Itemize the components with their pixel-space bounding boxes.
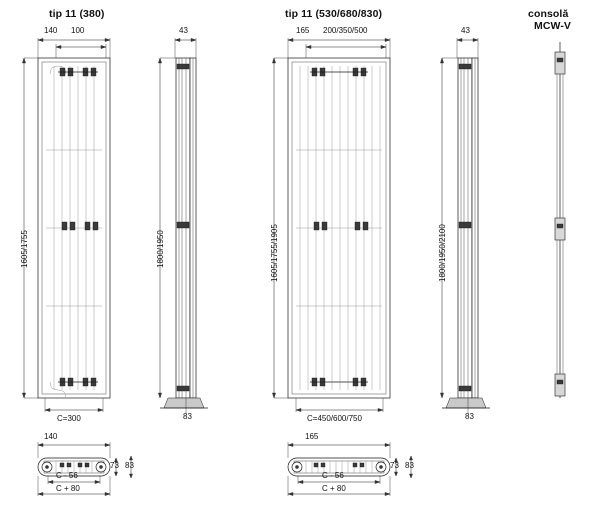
bracket-title-line1: consolă bbox=[528, 8, 569, 20]
panel-title-left: tip 11 (380) bbox=[49, 8, 105, 20]
height-label-right-side: 1800/1950/2100 bbox=[438, 224, 447, 282]
plan-left-dim-73: 73 bbox=[110, 461, 119, 470]
dim-label-right-widths: 200/350/500 bbox=[323, 26, 368, 35]
panel-title-right: tip 11 (530/680/830) bbox=[285, 8, 383, 20]
dim-label-left-side-43: 43 bbox=[179, 26, 188, 35]
height-label-left-front: 1605/1755 bbox=[20, 230, 29, 268]
plan-right-dim-165: 165 bbox=[305, 432, 319, 441]
bottom-label-right-front: C=450/600/750 bbox=[307, 414, 362, 423]
plan-left-dim-c80: C + 80 bbox=[56, 484, 80, 493]
plan-right-dim-73: 73 bbox=[390, 461, 399, 470]
height-label-left-side: 1800/1950 bbox=[156, 230, 165, 268]
plan-left-dim-c56: C - 56 bbox=[56, 471, 78, 480]
dim-label-right-side-43: 43 bbox=[461, 26, 470, 35]
plan-right-dim-c80: C + 80 bbox=[322, 484, 346, 493]
bottom-label-right-side: 83 bbox=[465, 412, 474, 421]
bottom-label-left-front: C=300 bbox=[57, 414, 81, 423]
bottom-label-left-side: 83 bbox=[183, 412, 192, 421]
plan-right-dim-83: 83 bbox=[405, 461, 414, 470]
height-label-right-front: 1605/1755/1905 bbox=[270, 224, 279, 282]
plan-left-dim-140: 140 bbox=[44, 432, 58, 441]
dim-label-left-100: 100 bbox=[71, 26, 85, 35]
dim-label-right-165: 165 bbox=[296, 26, 310, 35]
plan-right-dim-c56: C - 56 bbox=[322, 471, 344, 480]
dim-label-left-140: 140 bbox=[44, 26, 58, 35]
plan-left-dim-83: 83 bbox=[125, 461, 134, 470]
bracket-title-line2: MCW-V bbox=[534, 20, 572, 32]
